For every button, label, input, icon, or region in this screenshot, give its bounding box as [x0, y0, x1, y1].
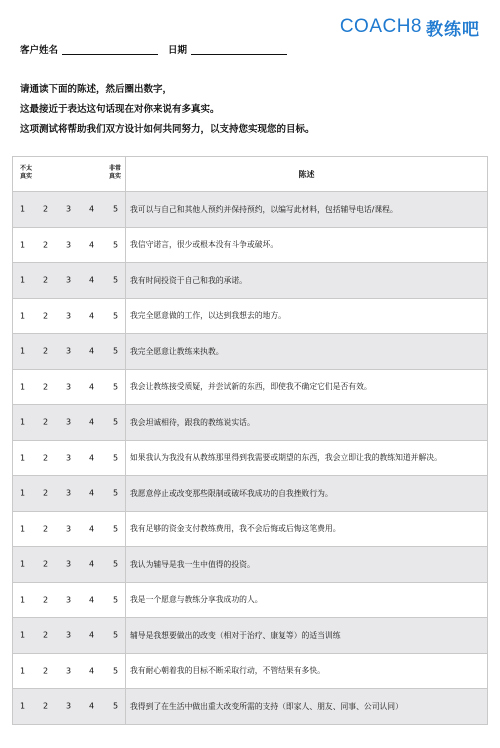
rating-option[interactable]: 1 — [20, 559, 26, 569]
table-header-row — [13, 157, 488, 192]
date-label: 日期 — [168, 45, 188, 56]
rating-option[interactable]: 2 — [43, 417, 49, 427]
rating-option[interactable]: 3 — [66, 346, 72, 356]
rating-scale — [13, 298, 126, 334]
rating-option[interactable]: 4 — [89, 524, 95, 534]
table-row — [13, 298, 488, 334]
rating-scale — [13, 511, 126, 547]
rating-option[interactable]: 1 — [20, 595, 26, 605]
rating-option[interactable]: 4 — [89, 666, 95, 676]
instruction-line: 请通读下面的陈述，然后圈出数字， — [20, 84, 173, 95]
rating-option[interactable]: 2 — [43, 595, 49, 605]
statement-text: 我可以与自己和其他人预约并保持预约，以编写此材料，包括辅导电话/课程。 — [126, 192, 488, 228]
rating-option[interactable]: 2 — [43, 666, 49, 676]
statement-text: 我完全愿意让教练来执教。 — [126, 334, 488, 370]
table-row — [13, 405, 488, 441]
rating-scale — [13, 476, 126, 512]
scale-high-label — [109, 165, 121, 181]
rating-option[interactable]: 5 — [113, 559, 119, 569]
rating-option[interactable]: 1 — [20, 417, 26, 427]
rating-option[interactable]: 2 — [43, 453, 49, 463]
scale-high-line-1: 非常 — [108, 165, 121, 172]
rating-option[interactable]: 2 — [43, 630, 49, 640]
rating-option[interactable]: 1 — [20, 701, 26, 711]
rating-option[interactable]: 1 — [20, 346, 26, 356]
rating-option[interactable]: 3 — [66, 204, 72, 214]
rating-option[interactable]: 4 — [89, 630, 95, 640]
table-row — [13, 547, 488, 583]
scale-low-line-1: 不太 — [20, 165, 33, 172]
table-row — [13, 334, 488, 370]
rating-option[interactable]: 2 — [43, 311, 49, 321]
rating-scale — [13, 618, 126, 654]
rating-scale — [13, 369, 126, 405]
rating-scale — [13, 227, 126, 263]
statement-text: 我会坦诚相待，跟我的教练说实话。 — [126, 405, 488, 441]
rating-option[interactable]: 5 — [113, 453, 119, 463]
client-name-label: 客户姓名 — [20, 45, 59, 56]
rating-option[interactable]: 1 — [20, 204, 26, 214]
statement-text: 如果我认为我没有从教练那里得到我需要或期望的东西，我会立即让我的教练知道并解决。 — [126, 440, 488, 476]
table-row — [13, 582, 488, 618]
table-row — [13, 511, 488, 547]
table-row — [13, 440, 488, 476]
date-field[interactable] — [191, 53, 287, 55]
table-row — [13, 476, 488, 512]
statement-text: 我信守诺言，很少或根本没有斗争或破坏。 — [126, 227, 488, 263]
brand-name: COACH8 — [339, 16, 422, 37]
rating-option[interactable]: 5 — [113, 524, 119, 534]
scale-high-line-2: 真实 — [108, 173, 121, 180]
rating-option[interactable]: 2 — [43, 701, 49, 711]
rating-option[interactable]: 2 — [43, 346, 49, 356]
brand-logo — [340, 14, 480, 40]
rating-option[interactable]: 2 — [43, 524, 49, 534]
header-fields — [20, 42, 293, 56]
scale-low-line-2: 真实 — [20, 173, 33, 180]
rating-scale — [13, 689, 126, 725]
instruction-line: 这最接近于表达这句话现在对你来说有多真实。 — [20, 104, 220, 115]
rating-option[interactable]: 5 — [113, 595, 119, 605]
table-row — [13, 263, 488, 299]
statement-text: 我得到了在生活中做出重大改变所需的支持（即家人、朋友、同事、公司认同） — [126, 689, 488, 725]
rating-option[interactable]: 5 — [113, 488, 119, 498]
rating-option[interactable]: 4 — [89, 417, 95, 427]
rating-option[interactable]: 3 — [66, 666, 72, 676]
statement-text: 我会让教练接受质疑，并尝试新的东西，即使我不确定它们是否有效。 — [126, 369, 488, 405]
rating-option[interactable]: 2 — [43, 488, 49, 498]
rating-option[interactable]: 2 — [43, 559, 49, 569]
rating-option[interactable]: 1 — [20, 275, 26, 285]
rating-option[interactable]: 1 — [20, 311, 26, 321]
rating-option[interactable]: 1 — [20, 453, 26, 463]
assessment-table — [12, 156, 488, 725]
rating-option[interactable]: 4 — [89, 559, 95, 569]
rating-option[interactable]: 3 — [66, 488, 72, 498]
table-row — [13, 227, 488, 263]
rating-option[interactable]: 4 — [89, 204, 95, 214]
rating-option[interactable]: 4 — [89, 311, 95, 321]
rating-option[interactable]: 4 — [89, 701, 95, 711]
table-row — [13, 653, 488, 689]
statement-text: 我有耐心朝着我的目标不断采取行动，不管结果有多快。 — [126, 653, 488, 689]
rating-scale — [13, 334, 126, 370]
rating-option[interactable]: 3 — [66, 382, 72, 392]
rating-option[interactable]: 2 — [43, 382, 49, 392]
rating-scale — [13, 582, 126, 618]
rating-option[interactable]: 2 — [43, 275, 49, 285]
table-row — [13, 192, 488, 228]
rating-option[interactable]: 5 — [113, 240, 119, 250]
statement-text: 我有足够的资金支付教练费用，我不会后悔或后悔这笔费用。 — [126, 511, 488, 547]
rating-option[interactable]: 1 — [20, 524, 26, 534]
rating-scale — [13, 405, 126, 441]
rating-option[interactable]: 5 — [113, 346, 119, 356]
rating-option[interactable]: 4 — [89, 346, 95, 356]
rating-option[interactable]: 5 — [113, 382, 119, 392]
rating-scale — [13, 547, 126, 583]
brand-name-cn: 教练吧 — [426, 19, 480, 39]
rating-option[interactable]: 1 — [20, 488, 26, 498]
rating-option[interactable]: 3 — [66, 559, 72, 569]
rating-option[interactable]: 1 — [20, 630, 26, 640]
rating-option[interactable]: 1 — [20, 382, 26, 392]
table-row — [13, 618, 488, 654]
table-row — [13, 689, 488, 725]
rating-option[interactable]: 4 — [89, 453, 95, 463]
rating-option[interactable]: 4 — [89, 382, 95, 392]
statement-text: 辅导是我想要做出的改变（相对于治疗、康复等）的适当训练 — [126, 618, 488, 654]
statement-text: 我有时间投资于自己和我的承诺。 — [126, 263, 488, 299]
rating-option[interactable]: 4 — [89, 275, 95, 285]
scale-header — [13, 157, 126, 192]
rating-option[interactable]: 5 — [113, 204, 119, 214]
rating-option[interactable]: 3 — [66, 524, 72, 534]
table-row — [13, 369, 488, 405]
rating-option[interactable]: 5 — [113, 630, 119, 640]
rating-option[interactable]: 1 — [20, 666, 26, 676]
rating-option[interactable]: 5 — [113, 275, 119, 285]
rating-option[interactable]: 2 — [43, 204, 49, 214]
rating-option[interactable]: 4 — [89, 240, 95, 250]
rating-option[interactable]: 5 — [113, 701, 119, 711]
rating-option[interactable]: 3 — [66, 453, 72, 463]
rating-scale — [13, 440, 126, 476]
rating-option[interactable]: 3 — [66, 417, 72, 427]
rating-scale — [13, 653, 126, 689]
rating-scale — [13, 192, 126, 228]
rating-option[interactable]: 5 — [113, 417, 119, 427]
rating-option[interactable]: 3 — [66, 275, 72, 285]
rating-option[interactable]: 3 — [66, 311, 72, 321]
instructions — [20, 80, 315, 140]
rating-option[interactable]: 3 — [66, 701, 72, 711]
rating-option[interactable]: 1 — [20, 240, 26, 250]
statement-text: 我认为辅导是我一生中值得的投资。 — [126, 547, 488, 583]
statement-text: 我完全愿意做的工作，以达到我想去的地方。 — [126, 298, 488, 334]
rating-option[interactable]: 4 — [89, 595, 95, 605]
instruction-line: 这项测试将帮助我们双方设计如何共同努力，以支持您实现您的目标。 — [20, 124, 315, 135]
rating-option[interactable]: 3 — [66, 240, 72, 250]
rating-option[interactable]: 3 — [66, 595, 72, 605]
rating-option[interactable]: 5 — [113, 666, 119, 676]
rating-option[interactable]: 5 — [113, 311, 119, 321]
statement-text: 我是一个愿意与教练分享我成功的人。 — [126, 582, 488, 618]
statement-text: 我愿意停止或改变那些限制或破坏我成功的自我挫败行为。 — [126, 476, 488, 512]
rating-option[interactable]: 4 — [89, 488, 95, 498]
client-name-field[interactable] — [62, 53, 158, 55]
rating-option[interactable]: 2 — [43, 240, 49, 250]
rating-scale — [13, 263, 126, 299]
rating-option[interactable]: 3 — [66, 630, 72, 640]
scale-low-label — [20, 165, 32, 181]
statement-header: 陈述 — [126, 157, 488, 192]
